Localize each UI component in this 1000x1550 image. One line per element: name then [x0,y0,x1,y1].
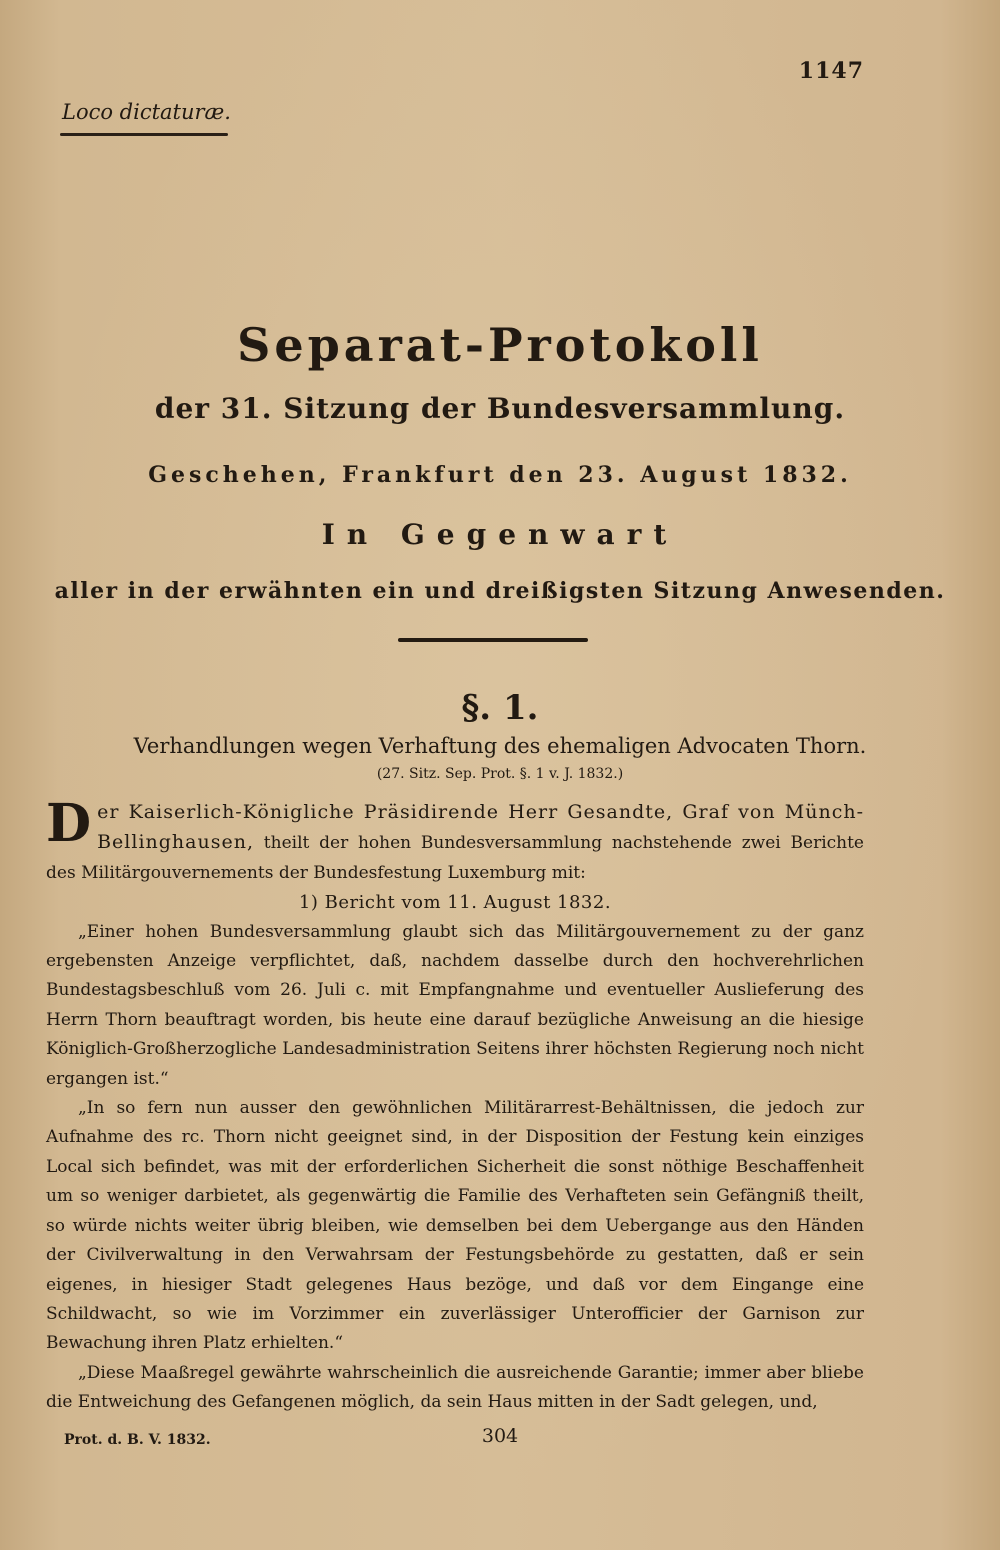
page-number: 1147 [798,58,864,84]
lead-continuation: theilt der hohen Bundesversammlung nachstehende zwei Berichte des Militärgouvernements der Bundesfestung Luxemburg mit: [46,833,864,883]
footer-protocol-reference: Prot. d. B. V. 1832. [64,1432,211,1448]
section-number: §. 1. [461,688,539,728]
lead-paragraph [46,793,864,888]
lead-text: er Kaiserlich-Königliche Präsidirende Herr Gesandte, Graf von Münch-Bellinghausen, [97,801,864,854]
section-title: Verhandlungen wegen Verhaftung des ehemaligen Advocaten Thorn. [133,734,867,758]
paragraph: „Einer hohen Bundesversammlung glaubt sich das Militärgouvernement zu der ganz ergebensten Anzeige verpflichtet, daß, nachdem dasselbe durch den hochverehrlichen Bundestagsbeschluß vom 26. Juli c. mit Empfangnahme und eventueller Auslieferung des Herrn Thorn beauftragt worden, bis heute eine darauf bezügliche Anweisung an die hiesige Königlich-Großherzogliche Landesadministration Seitens ihrer höchsten Regierung noch nicht ergangen ist.“ [46,921,864,1089]
section-reference: (27. Sitz. Sep. Prot. §. 1 v. J. 1832.) [376,766,624,782]
paragraph: „In so fern nun ausser den gewöhnlichen Militärarrest-Behältnissen, die jedoch zur Aufnahme des rc. Thorn nicht geeignet sind, in der Disposition der Festung kein einziges Local sich befindet, was mit der erforderlichen Sicherheit die sonst nöthige Beschaffenheit um so weniger darbietet, als gegenwärtig die Familie des Verhafteten sein Gefängniß theilt, so würde nichts weiter übrig bleiben, wie demselben bei dem Uebergange aus den Händen der Civilverwaltung in den Verwahrsam der Festungsbehörde zu gestatten, daß er sein eigenes, in hiesiger Stadt gelegenes Haus bezöge, und daß vor dem Eingange eine Schildwacht, so wie im Vorzimmer ein zuverlässiger Unterofficier der Garnison zur Bewachung ihren Platz erhielten.“ [46,1098,864,1354]
loco-underline [60,133,228,136]
loco-dictaturae-note: Loco dictaturæ. [62,100,231,124]
document-subtitle: der 31. Sitzung der Bundesversammlung. [154,392,846,425]
presence-heading: In Gegenwart [321,518,679,551]
drop-cap: D [46,793,92,854]
body-text [46,793,864,1418]
document-title: Separat-Protokoll [237,318,763,372]
section-divider [398,638,588,642]
paragraph: „Diese Maaßregel gewährte wahrscheinlich die ausreichende Garantie; immer aber bliebe die Entweichung des Gefangenen möglich, da sein Haus mitten in der Sadt gelegen, und, [46,1362,864,1413]
footer-signature-number: 304 [481,1425,519,1447]
attendance-line: aller in der erwähnten ein und dreißigsten Sitzung Anwesenden. [54,578,946,604]
report-heading: 1) Bericht vom 11. August 1832. [298,892,612,914]
date-line: Geschehen, Frankfurt den 23. August 1832. [148,462,852,488]
